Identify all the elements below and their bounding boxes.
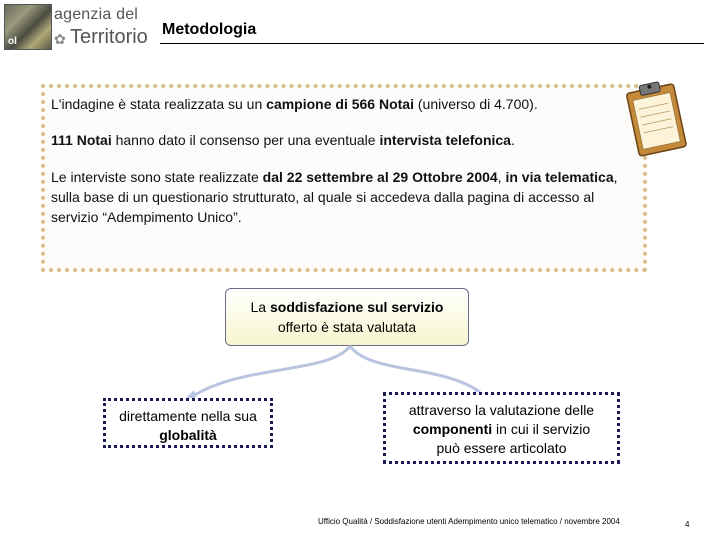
paragraph-period xyxy=(51,167,637,227)
flower-icon: ✿ xyxy=(54,31,66,47)
left-box-line1: direttamente nella sua xyxy=(119,408,257,424)
methodology-textbox xyxy=(41,84,647,272)
component-evaluation-box xyxy=(383,392,620,464)
p3-telematic-highlight: in via telematica xyxy=(505,169,614,185)
p1-text-c: (universo di 4.700). xyxy=(413,96,538,112)
clipboard-icon xyxy=(620,78,692,158)
satisfaction-line1 xyxy=(226,297,468,317)
logo-line1: agenzia del xyxy=(54,6,139,23)
p1-sample-highlight: campione di 566 Notai xyxy=(266,96,414,112)
paragraph-consent xyxy=(51,130,637,150)
global-evaluation-box xyxy=(103,398,273,448)
right-box-highlight: componenti xyxy=(412,421,493,437)
p3-text-e: , sulla base di un questionario strutturato, al quale si accedeva dalla pagina di accesso al servizio “Adempimento Unico”. xyxy=(51,169,618,225)
connector-left-arc xyxy=(190,346,350,398)
satisfaction-line2: offerto è stata valutata xyxy=(277,319,417,335)
p2-text-b: hanno dato il consenso per una eventuale xyxy=(111,132,380,148)
right-box-line2 xyxy=(386,420,617,439)
p3-text-a: Le interviste sono state realizzate xyxy=(51,169,263,185)
connector-right-arc xyxy=(350,346,480,392)
footer-text: Ufficio Qualità / Soddisfazione utenti Adempimento unico telematico / novembre 2004 xyxy=(318,517,620,526)
p2-interview-highlight: intervista telefonica xyxy=(379,132,511,148)
sat-highlight: soddisfazione sul servizio xyxy=(269,299,444,315)
title-rule xyxy=(160,43,704,44)
agency-logo xyxy=(4,4,154,48)
logo-mark-letters: ol xyxy=(8,36,17,47)
right-box-line1: attraverso la valutazione delle xyxy=(408,402,595,418)
page-number: 4 xyxy=(685,520,690,529)
right-box-text-c: in cui il servizio xyxy=(492,421,591,437)
logo-mark-icon xyxy=(4,4,52,50)
logo-line2: Territorio xyxy=(70,26,148,48)
paragraph-sample xyxy=(51,94,637,114)
satisfaction-box xyxy=(225,288,469,346)
p2-notai-highlight: 111 Notai xyxy=(51,132,112,148)
p2-text-d: . xyxy=(510,132,515,148)
p1-text-a: L'indagine è stata realizzata su un xyxy=(51,96,267,112)
right-box-line3: può essere articolato xyxy=(436,440,567,456)
p3-text-c: , xyxy=(497,169,506,185)
p3-dates-highlight: dal 22 settembre al 29 Ottobre 2004 xyxy=(262,169,498,185)
left-box-highlight: globalità xyxy=(159,427,217,443)
page-title: Metodologia xyxy=(162,21,257,38)
sat-text-a: La xyxy=(250,299,270,315)
